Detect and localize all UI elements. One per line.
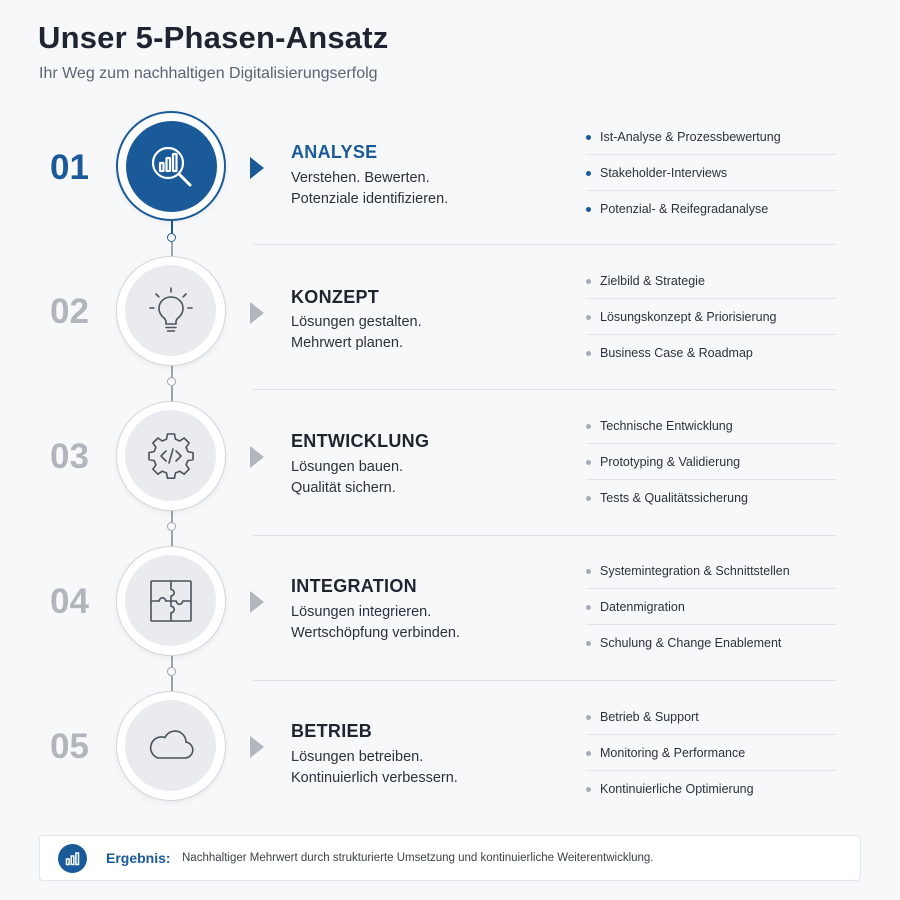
list-item: Stakeholder-Interviews [586, 155, 836, 191]
chevron-right-icon [250, 157, 264, 179]
chevron-right-icon [250, 591, 264, 613]
page-subtitle: Ihr Weg zum nachhaltigen Digitalisierungserfolg [39, 65, 378, 82]
phase-betrieb [0, 690, 900, 835]
chevron-right-icon [250, 446, 264, 468]
list-item: Tests & Qualitätssicherung [586, 480, 836, 516]
list-item: Schulung & Change Enablement [586, 625, 836, 661]
phase-number: 02 [50, 292, 89, 331]
phase-bullets [586, 408, 836, 516]
phase-description [291, 168, 448, 209]
phase-desc-line: Lösungen integrieren. [291, 604, 432, 620]
lightbulb-icon [143, 283, 199, 339]
phase-title: KONZEPT [291, 287, 380, 307]
result-box [39, 835, 861, 881]
phase-title: ENTWICKLUNG [291, 431, 430, 451]
list-item: Betrieb & Support [586, 699, 836, 735]
list-item: Prototyping & Validierung [586, 444, 836, 480]
phase-number: 03 [50, 437, 89, 476]
phase-desc-line: Lösungen bauen. [291, 459, 404, 475]
phase-number: 04 [50, 582, 89, 621]
phase-icon-circle [116, 546, 226, 656]
phase-integration [0, 545, 900, 690]
phase-bullets [586, 699, 836, 807]
phase-desc-line: Qualität sichern. [291, 479, 396, 496]
list-item: Zielbild & Strategie [586, 263, 836, 299]
list-item: Kontinuierliche Optimierung [586, 771, 836, 807]
cloud-icon [143, 718, 199, 774]
page-title: Unser 5-Phasen-Ansatz [38, 20, 389, 55]
phase-desc-line: Kontinuierlich verbessern. [291, 769, 458, 786]
phase-title: ANALYSE [291, 142, 378, 162]
phase-konzept [0, 255, 900, 400]
list-item: Systemintegration & Schnittstellen [586, 553, 836, 589]
phase-desc-line: Potenziale identifizieren. [291, 190, 449, 207]
phase-title: BETRIEB [291, 721, 373, 741]
phase-number: 01 [50, 148, 89, 187]
list-item: Business Case & Roadmap [586, 335, 836, 371]
phase-icon-circle [116, 256, 226, 366]
phase-desc-line: Wertschöpfung verbinden. [291, 624, 461, 641]
phase-entwicklung [0, 400, 900, 545]
result-label: Ergebnis: [106, 850, 171, 866]
phase-desc-line: Lösungen gestalten. [291, 314, 422, 330]
magnifier-chart-icon [144, 139, 200, 195]
list-item: Monitoring & Performance [586, 735, 836, 771]
phase-bullets [586, 119, 836, 227]
list-item: Potenzial- & Reifegradanalyse [586, 191, 836, 227]
phase-description [291, 602, 460, 643]
puzzle-icon [143, 573, 199, 629]
phase-desc-line: Mehrwert planen. [291, 334, 404, 351]
phase-icon-circle [116, 691, 226, 801]
result-text: Nachhaltiger Mehrwert durch strukturierte Umsetzung und kontinuierliche Weiterentwicklung. [182, 852, 654, 864]
chevron-right-icon [250, 736, 264, 758]
phase-desc-line: Verstehen. Bewerten. [291, 170, 430, 186]
phase-bullets [586, 263, 836, 371]
list-item: Technische Entwicklung [586, 408, 836, 444]
phase-bullets [586, 553, 836, 661]
result-icon-circle [58, 844, 87, 873]
list-item: Ist-Analyse & Prozessbewertung [586, 119, 836, 155]
list-item: Lösungskonzept & Priorisierung [586, 299, 836, 335]
phase-icon-circle [116, 401, 226, 511]
phase-analyse [0, 110, 900, 255]
phase-title: INTEGRATION [291, 576, 417, 596]
phase-desc-line: Lösungen betreiben. [291, 749, 424, 765]
gear-code-icon [143, 428, 199, 484]
phase-icon-circle [116, 111, 226, 221]
bar-chart-icon [64, 850, 81, 867]
phase-number: 05 [50, 727, 89, 766]
phase-description [291, 747, 458, 788]
chevron-right-icon [250, 302, 264, 324]
phase-description [291, 312, 422, 353]
list-item: Datenmigration [586, 589, 836, 625]
phase-description [291, 457, 403, 498]
